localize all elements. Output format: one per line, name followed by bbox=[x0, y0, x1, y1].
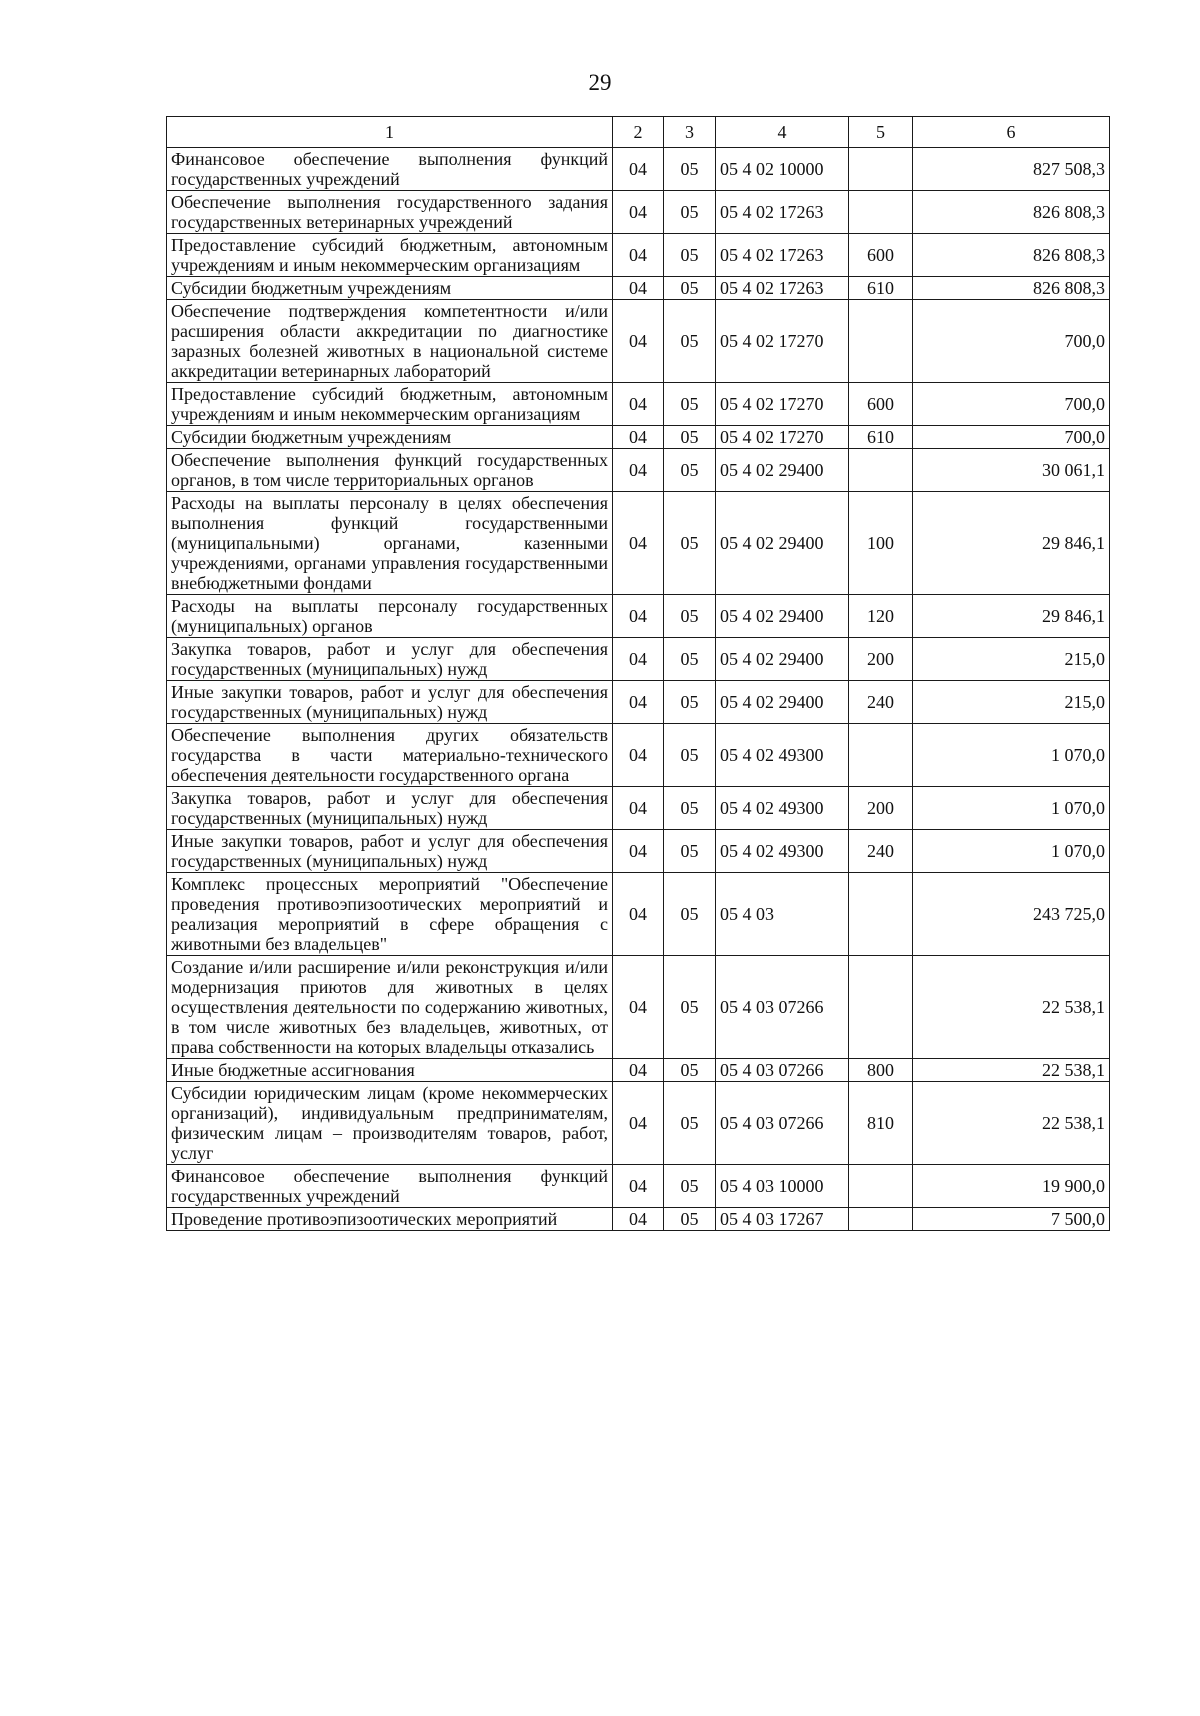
table-row bbox=[167, 191, 1110, 234]
section-code: 04 bbox=[613, 1082, 664, 1165]
item-name: Проведение противоэпизоотических мероприятий bbox=[167, 1208, 613, 1231]
amount: 1 070,0 bbox=[913, 724, 1110, 787]
table-row bbox=[167, 724, 1110, 787]
header-cell-4: 4 bbox=[716, 117, 849, 148]
item-name: Закупка товаров, работ и услуг для обеспечения государственных (муниципальных) нужд bbox=[167, 787, 613, 830]
expense-type-code bbox=[849, 873, 913, 956]
expense-type-code bbox=[849, 724, 913, 787]
item-name: Финансовое обеспечение выполнения функций государственных учреждений bbox=[167, 148, 613, 191]
section-code: 04 bbox=[613, 191, 664, 234]
item-name: Предоставление субсидий бюджетным, автономным учреждениям и иным некоммерческим организациям bbox=[167, 234, 613, 277]
item-name: Обеспечение выполнения функций государственных органов, в том числе территориальных органов bbox=[167, 449, 613, 492]
item-name: Финансовое обеспечение выполнения функций государственных учреждений bbox=[167, 1165, 613, 1208]
expense-type-code: 120 bbox=[849, 595, 913, 638]
target-article-code: 05 4 03 10000 bbox=[716, 1165, 849, 1208]
table-row bbox=[167, 300, 1110, 383]
section-code: 04 bbox=[613, 492, 664, 595]
header-cell-6: 6 bbox=[913, 117, 1110, 148]
subsection-code: 05 bbox=[664, 449, 716, 492]
table-row bbox=[167, 148, 1110, 191]
section-code: 04 bbox=[613, 300, 664, 383]
section-code: 04 bbox=[613, 277, 664, 300]
table-row bbox=[167, 956, 1110, 1059]
subsection-code: 05 bbox=[664, 595, 716, 638]
subsection-code: 05 bbox=[664, 1082, 716, 1165]
item-name: Обеспечение выполнения государственного задания государственных ветеринарных учреждений bbox=[167, 191, 613, 234]
amount: 7 500,0 bbox=[913, 1208, 1110, 1231]
header-cell-1: 1 bbox=[167, 117, 613, 148]
target-article-code: 05 4 03 07266 bbox=[716, 1059, 849, 1082]
amount: 827 508,3 bbox=[913, 148, 1110, 191]
section-code: 04 bbox=[613, 148, 664, 191]
expense-type-code: 240 bbox=[849, 681, 913, 724]
section-code: 04 bbox=[613, 1165, 664, 1208]
subsection-code: 05 bbox=[664, 956, 716, 1059]
item-name: Субсидии юридическим лицам (кроме некоммерческих организаций), индивидуальным предпринимателям, физическим лицам – производителям товаров, работ, услуг bbox=[167, 1082, 613, 1165]
subsection-code: 05 bbox=[664, 426, 716, 449]
amount: 215,0 bbox=[913, 681, 1110, 724]
amount: 215,0 bbox=[913, 638, 1110, 681]
header-cell-3: 3 bbox=[664, 117, 716, 148]
target-article-code: 05 4 02 29400 bbox=[716, 449, 849, 492]
subsection-code: 05 bbox=[664, 148, 716, 191]
subsection-code: 05 bbox=[664, 383, 716, 426]
amount: 29 846,1 bbox=[913, 492, 1110, 595]
expense-type-code: 810 bbox=[849, 1082, 913, 1165]
amount: 826 808,3 bbox=[913, 234, 1110, 277]
section-code: 04 bbox=[613, 383, 664, 426]
table-row bbox=[167, 681, 1110, 724]
section-code: 04 bbox=[613, 1059, 664, 1082]
subsection-code: 05 bbox=[664, 681, 716, 724]
section-code: 04 bbox=[613, 426, 664, 449]
expense-type-code bbox=[849, 956, 913, 1059]
subsection-code: 05 bbox=[664, 873, 716, 956]
section-code: 04 bbox=[613, 449, 664, 492]
expense-type-code bbox=[849, 191, 913, 234]
table-row bbox=[167, 787, 1110, 830]
amount: 22 538,1 bbox=[913, 1082, 1110, 1165]
expense-type-code: 800 bbox=[849, 1059, 913, 1082]
amount: 30 061,1 bbox=[913, 449, 1110, 492]
target-article-code: 05 4 02 10000 bbox=[716, 148, 849, 191]
table-body bbox=[167, 148, 1110, 1231]
item-name: Обеспечение выполнения других обязательств государства в части материально-технического обеспечения деятельности государственного органа bbox=[167, 724, 613, 787]
table-row bbox=[167, 1059, 1110, 1082]
budget-table bbox=[166, 116, 1110, 1231]
item-name: Создание и/или расширение и/или реконструкция и/или модернизация приютов для животных в целях осуществления деятельности по содержанию животных, в том числе животных без владельцев, животных, от права собственности на которых владельцы отказались bbox=[167, 956, 613, 1059]
expense-type-code: 200 bbox=[849, 787, 913, 830]
target-article-code: 05 4 02 49300 bbox=[716, 830, 849, 873]
target-article-code: 05 4 02 29400 bbox=[716, 638, 849, 681]
expense-type-code bbox=[849, 300, 913, 383]
item-name: Расходы на выплаты персоналу в целях обеспечения выполнения функций государственными (муниципальными) органами, казенными учреждениями, органами управления государственными внебюджетными фондами bbox=[167, 492, 613, 595]
table-row bbox=[167, 873, 1110, 956]
section-code: 04 bbox=[613, 830, 664, 873]
amount: 826 808,3 bbox=[913, 277, 1110, 300]
amount: 1 070,0 bbox=[913, 830, 1110, 873]
item-name: Иные закупки товаров, работ и услуг для обеспечения государственных (муниципальных) нужд bbox=[167, 681, 613, 724]
amount: 19 900,0 bbox=[913, 1165, 1110, 1208]
target-article-code: 05 4 02 17270 bbox=[716, 300, 849, 383]
amount: 826 808,3 bbox=[913, 191, 1110, 234]
section-code: 04 bbox=[613, 873, 664, 956]
target-article-code: 05 4 02 29400 bbox=[716, 492, 849, 595]
table-row bbox=[167, 277, 1110, 300]
subsection-code: 05 bbox=[664, 787, 716, 830]
target-article-code: 05 4 02 49300 bbox=[716, 724, 849, 787]
expense-type-code bbox=[849, 1165, 913, 1208]
section-code: 04 bbox=[613, 1208, 664, 1231]
section-code: 04 bbox=[613, 787, 664, 830]
expense-type-code: 610 bbox=[849, 277, 913, 300]
subsection-code: 05 bbox=[664, 1059, 716, 1082]
target-article-code: 05 4 02 17270 bbox=[716, 383, 849, 426]
expense-type-code: 600 bbox=[849, 383, 913, 426]
expense-type-code: 610 bbox=[849, 426, 913, 449]
amount: 700,0 bbox=[913, 426, 1110, 449]
subsection-code: 05 bbox=[664, 277, 716, 300]
target-article-code: 05 4 02 49300 bbox=[716, 787, 849, 830]
table-row bbox=[167, 426, 1110, 449]
amount: 700,0 bbox=[913, 383, 1110, 426]
target-article-code: 05 4 03 07266 bbox=[716, 1082, 849, 1165]
target-article-code: 05 4 03 bbox=[716, 873, 849, 956]
subsection-code: 05 bbox=[664, 830, 716, 873]
table-row bbox=[167, 830, 1110, 873]
item-name: Комплекс процессных мероприятий "Обеспечение проведения противоэпизоотических мероприятий и реализация мероприятий в сфере обращения с животными без владельцев" bbox=[167, 873, 613, 956]
amount: 29 846,1 bbox=[913, 595, 1110, 638]
table-row bbox=[167, 1165, 1110, 1208]
section-code: 04 bbox=[613, 956, 664, 1059]
table-row bbox=[167, 449, 1110, 492]
target-article-code: 05 4 02 29400 bbox=[716, 595, 849, 638]
subsection-code: 05 bbox=[664, 300, 716, 383]
item-name: Субсидии бюджетным учреждениям bbox=[167, 277, 613, 300]
header-cell-2: 2 bbox=[613, 117, 664, 148]
expense-type-code: 240 bbox=[849, 830, 913, 873]
target-article-code: 05 4 02 29400 bbox=[716, 681, 849, 724]
table-row bbox=[167, 492, 1110, 595]
expense-type-code bbox=[849, 449, 913, 492]
header-row bbox=[167, 117, 1110, 148]
section-code: 04 bbox=[613, 234, 664, 277]
target-article-code: 05 4 03 17267 bbox=[716, 1208, 849, 1231]
page-number: 29 bbox=[588, 70, 612, 95]
table-row bbox=[167, 595, 1110, 638]
section-code: 04 bbox=[613, 595, 664, 638]
item-name: Субсидии бюджетным учреждениям bbox=[167, 426, 613, 449]
expense-type-code bbox=[849, 1208, 913, 1231]
item-name: Иные бюджетные ассигнования bbox=[167, 1059, 613, 1082]
subsection-code: 05 bbox=[664, 724, 716, 787]
target-article-code: 05 4 02 17263 bbox=[716, 191, 849, 234]
item-name: Обеспечение подтверждения компетентности и/или расширения области аккредитации по диагностике заразных болезней животных в национальной системе аккредитации ветеринарных лабораторий bbox=[167, 300, 613, 383]
expense-type-code: 200 bbox=[849, 638, 913, 681]
header-cell-5: 5 bbox=[849, 117, 913, 148]
item-name: Расходы на выплаты персоналу государственных (муниципальных) органов bbox=[167, 595, 613, 638]
table-row bbox=[167, 1082, 1110, 1165]
amount: 22 538,1 bbox=[913, 1059, 1110, 1082]
section-code: 04 bbox=[613, 681, 664, 724]
subsection-code: 05 bbox=[664, 492, 716, 595]
subsection-code: 05 bbox=[664, 1208, 716, 1231]
table-row bbox=[167, 1208, 1110, 1231]
target-article-code: 05 4 03 07266 bbox=[716, 956, 849, 1059]
table-row bbox=[167, 383, 1110, 426]
expense-type-code: 600 bbox=[849, 234, 913, 277]
target-article-code: 05 4 02 17270 bbox=[716, 426, 849, 449]
amount: 243 725,0 bbox=[913, 873, 1110, 956]
table-row bbox=[167, 234, 1110, 277]
subsection-code: 05 bbox=[664, 638, 716, 681]
expense-type-code bbox=[849, 148, 913, 191]
item-name: Закупка товаров, работ и услуг для обеспечения государственных (муниципальных) нужд bbox=[167, 638, 613, 681]
section-code: 04 bbox=[613, 638, 664, 681]
target-article-code: 05 4 02 17263 bbox=[716, 234, 849, 277]
target-article-code: 05 4 02 17263 bbox=[716, 277, 849, 300]
section-code: 04 bbox=[613, 724, 664, 787]
subsection-code: 05 bbox=[664, 191, 716, 234]
expense-type-code: 100 bbox=[849, 492, 913, 595]
item-name: Иные закупки товаров, работ и услуг для обеспечения государственных (муниципальных) нужд bbox=[167, 830, 613, 873]
subsection-code: 05 bbox=[664, 234, 716, 277]
table-row bbox=[167, 638, 1110, 681]
amount: 1 070,0 bbox=[913, 787, 1110, 830]
amount: 700,0 bbox=[913, 300, 1110, 383]
item-name: Предоставление субсидий бюджетным, автономным учреждениям и иным некоммерческим организациям bbox=[167, 383, 613, 426]
amount: 22 538,1 bbox=[913, 956, 1110, 1059]
subsection-code: 05 bbox=[664, 1165, 716, 1208]
